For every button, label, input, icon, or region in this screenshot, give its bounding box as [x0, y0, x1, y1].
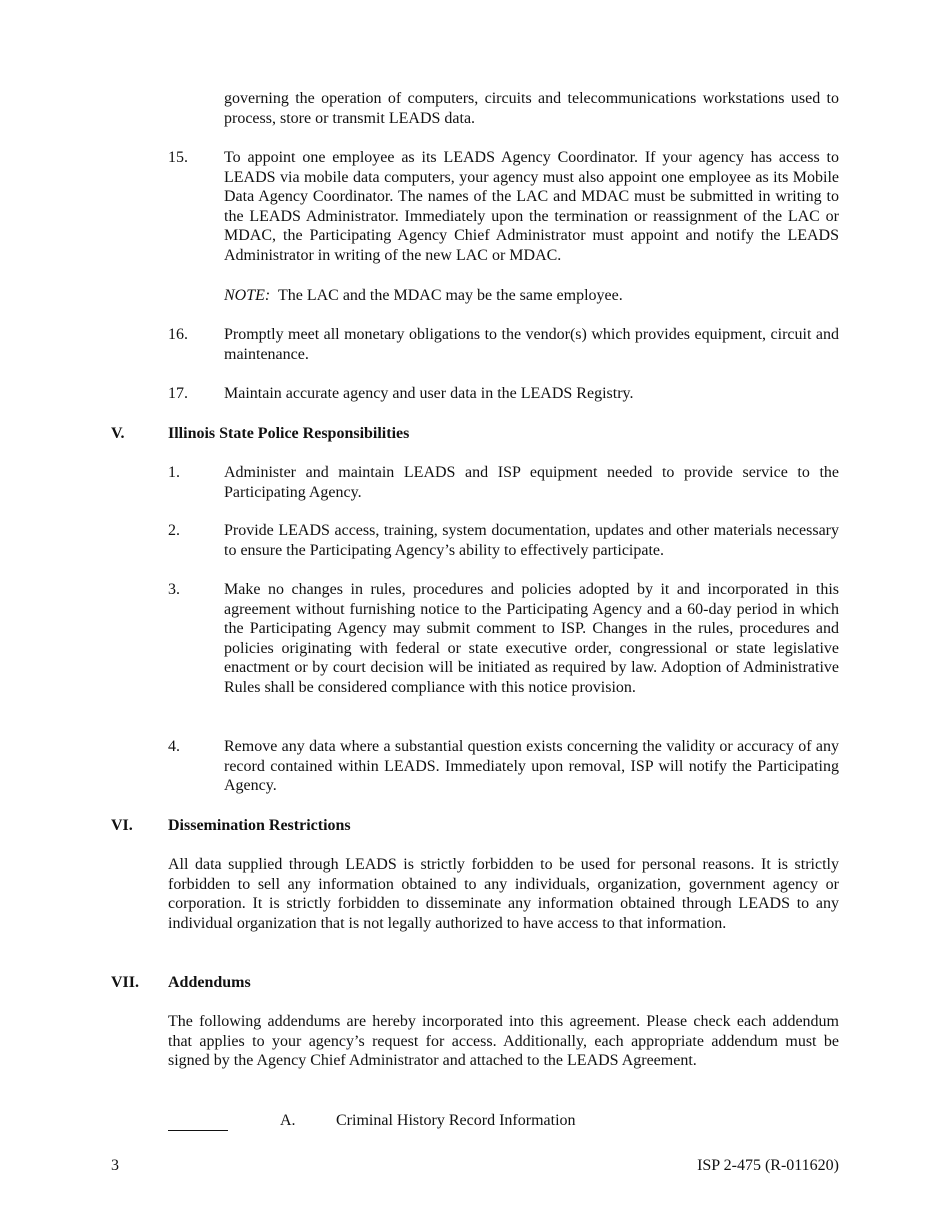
section-v-item-4-number: 4.: [168, 738, 180, 755]
section-vi-number: VI.: [111, 817, 133, 834]
item-17-text: Maintain accurate agency and user data in the LEADS Registry.: [224, 385, 634, 402]
item-16-text: Promptly meet all monetary obligations to the vendor(s) which provides equipment, circuit and maintenance.: [224, 326, 839, 363]
note-text: The LAC and the MDAC may be the same employee.: [277, 287, 623, 304]
continuation-paragraph: governing the operation of computers, circuits and telecommunications workstations used to process, store or transmit LEADS data.: [224, 90, 839, 127]
section-v-item-3-text: Make no changes in rules, procedures and policies adopted by it and incorporated in this agreement without furnishing notice to the Participating Agency and a 60-day period in which the Participating Agency may submit comment to ISP. Changes in the rules, procedures and policies originating with federal or state executive order, congressional or state legislative enactment or by court decision will be initiated as required by law. Adoption of Administrative Rules shall be considered compliance with this notice provision.: [224, 581, 839, 696]
note-paragraph: [224, 286, 839, 306]
section-v-title: Illinois State Police Responsibilities: [168, 425, 410, 442]
page-number: 3: [111, 1157, 119, 1174]
section-v-item-4-text: Remove any data where a substantial question exists concerning the validity or accuracy of any record contained within LEADS. Immediately upon removal, ISP will notify the Participating Agency.: [224, 738, 839, 795]
item-17-number: 17.: [168, 385, 188, 402]
section-v-number: V.: [111, 425, 125, 442]
addendum-a-letter: A.: [280, 1112, 296, 1129]
item-15-text: To appoint one employee as its LEADS Agency Coordinator. If your agency has access to LEADS via mobile data computers, your agency must also appoint one employee as its Mobile Data Agency Coordinator. The names of the LAC and MDAC must be submitted in writing to the LEADS Administrator. Immediately upon the termination or reassignment of the LAC or MDAC, the Participating Agency Chief Administrator must appoint and notify the LEADS Administrator in writing of the new LAC or MDAC.: [224, 149, 839, 264]
section-vi-text: All data supplied through LEADS is strictly forbidden to be used for personal reasons. It is strictly forbidden to sell any information obtained to any individuals, organization, government agency or corporation. It is strictly forbidden to disseminate any information obtained through LEADS to any individual organization that is not legally authorized to have access to that information.: [168, 856, 839, 932]
section-v-item-3-number: 3.: [168, 581, 180, 598]
item-15-number: 15.: [168, 149, 188, 166]
section-vi-title: Dissemination Restrictions: [168, 817, 351, 834]
section-vii-title: Addendums: [168, 974, 251, 991]
item-16-number: 16.: [168, 326, 188, 343]
section-vii-number: VII.: [111, 974, 140, 991]
note-label: NOTE:: [224, 287, 271, 304]
section-vii-text: The following addendums are hereby incorporated into this agreement. Please check each addendum that applies to your agency’s request for access. Additionally, each appropriate addendum must be signed by the Agency Chief Administrator and attached to the LEADS Agreement.: [168, 1013, 839, 1070]
section-v-item-1-number: 1.: [168, 464, 180, 481]
addendum-a-checkbox-blank[interactable]: [168, 1111, 228, 1131]
addendum-a-title: Criminal History Record Information: [336, 1112, 576, 1129]
section-v-item-2-text: Provide LEADS access, training, system documentation, updates and other materials necessary to ensure the Participating Agency’s ability to effectively participate.: [224, 522, 839, 559]
section-v-item-2-number: 2.: [168, 522, 180, 539]
section-v-item-1-text: Administer and maintain LEADS and ISP equipment needed to provide service to the Participating Agency.: [224, 464, 839, 501]
form-identifier: ISP 2-475 (R-011620): [697, 1157, 839, 1174]
